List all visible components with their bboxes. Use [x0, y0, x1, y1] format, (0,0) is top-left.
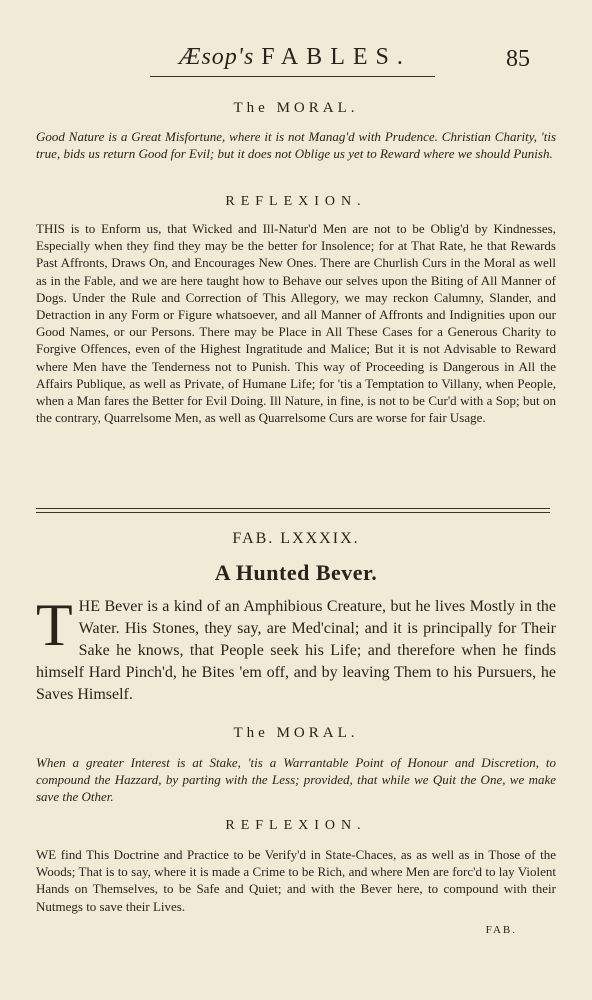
header-rule	[150, 76, 435, 77]
moral-heading-1: The MORAL.	[233, 100, 359, 116]
reflexion-text-1: THIS is to Enform us, that Wicked and Ill-Natur'd Men are not to be Oblig'd by Kindnesses, Especially when they find they may be the better for Insolence; for at That Rate, he that Rewards Past Affronts, Draws On, and Encourages New Ones. There are Churlish Curs in the Moral as well as in the Fable, and we are here taught how to Behave our selves upon the Biting of All Manner of Dogs. Under the Rule and Correction of This Allegory, we may reckon Calumny, Slander, and Detraction in any Form or Figure whatsoever, and all Manner of Affronts and Indignities upon our Good Names, or our Persons. There may be Place in All These Cases for a Generous Charity to Forgive Offences, even of the Highest Ingratitude and Malice; But it is not Advisable to Reward where Men have the Tenderness not to Punish. This way of Proceeding is Dangerous in All the Affairs Publique, as well as Private, of Humane Life; for 'tis a Temptation to Villany, when People, when a Man fares the Better for Evil Doing. Ill Nature, in fine, is not to be Cur'd with a Sop; but on the contrary, Quarrelsome Men, as well as Quarrelsome Curs are worse for fair Usage.	[36, 221, 556, 426]
fable-number: FAB. LXXXIX.	[232, 530, 360, 547]
moral-text-1: Good Nature is a Great Misfortune, where it is not Manag'd with Prudence. Christian Charity, 'tis true, bids us return Good for Evil; but it does not Oblige us yet to Reward where we should Punish.	[36, 129, 556, 161]
page-number: 85	[506, 46, 530, 72]
catchword: FAB.	[485, 924, 517, 936]
running-title-italic: Æsop's	[179, 44, 255, 70]
reflexion-heading-1: REFLEXION.	[225, 194, 367, 209]
fable-text: HE Bever is a kind of an Amphibious Creature, but he lives Mostly in the Water. His Stones, they say, are Med'cinal; and it is principally for Their Sake he knows, that People seek his Life; and therefore when he finds himself Hard Pinch'd, he Bites 'em off, and by leaving Them to his Pursuers, he Saves Himself.	[36, 598, 556, 703]
fable-title: A Hunted Bever.	[214, 560, 378, 585]
reflexion-heading-2: REFLEXION.	[225, 818, 367, 833]
fable-text-block	[36, 592, 556, 706]
running-head	[150, 44, 440, 71]
section-divider	[36, 508, 550, 513]
moral-text-2: When a greater Interest is at Stake, 'tis a Warrantable Point of Honour and Discretion, to compound the Hazzard, by parting with the Less; provided, that while we Quit the One, we make save the Other.	[36, 755, 556, 804]
drop-cap: T	[36, 592, 73, 658]
reflexion-text-2: WE find This Doctrine and Practice to be Verify'd in State-Chaces, as as well as in Those of the Woods; That is to say, where it is made a Crime to be Rich, and where Men are forc'd to lay Violent Hands on Themselves, to be Safe and Quiet; and with the Bever here, to compound with their Nutmegs to save their Lives.	[36, 847, 556, 914]
moral-heading-2: The MORAL.	[233, 725, 359, 741]
running-title-caps: FABLES.	[261, 44, 411, 70]
